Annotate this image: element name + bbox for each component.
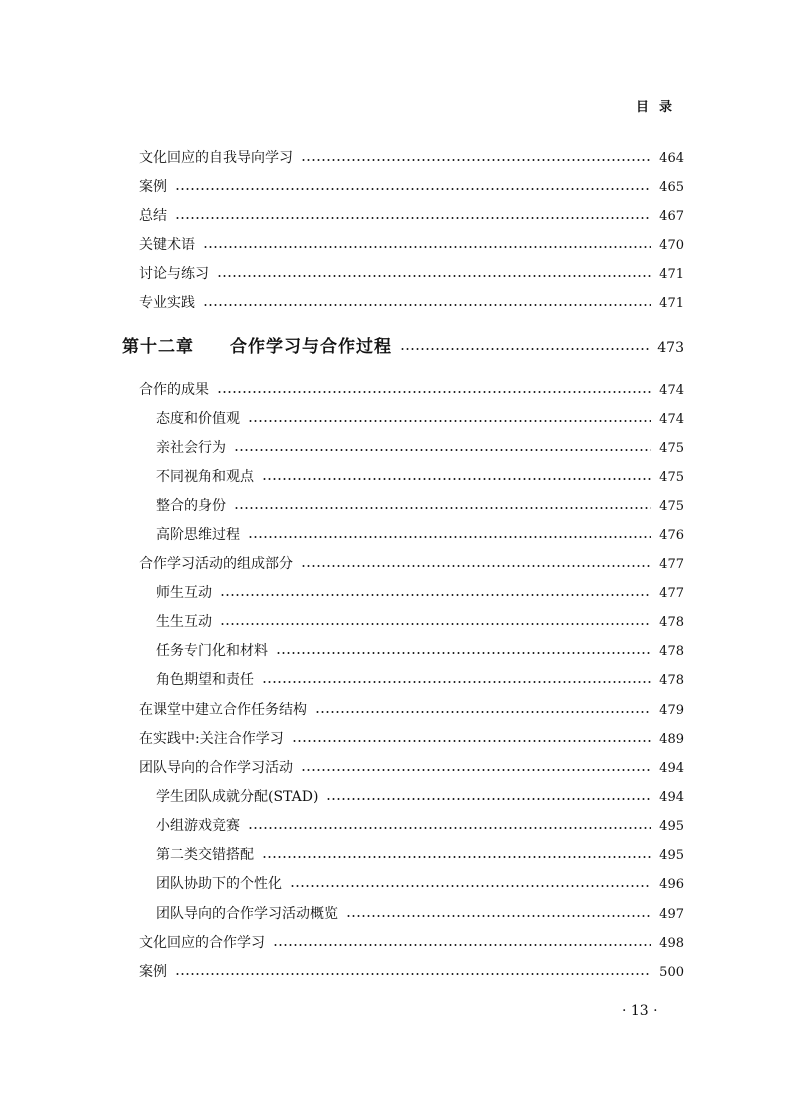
toc-subentry[interactable] [156, 466, 684, 488]
leader-dots [292, 740, 651, 742]
toc-entry-label: 高阶思维过程 [156, 527, 240, 543]
toc-entry-page: 489 [659, 732, 684, 747]
toc-entry-label: 在课堂中建立合作任务结构 [139, 702, 307, 718]
running-header: 目录 [635, 100, 682, 115]
toc-entry-page: 500 [659, 965, 684, 980]
leader-dots [220, 623, 651, 625]
toc-entry-page: 478 [659, 673, 684, 688]
toc-subentry[interactable] [156, 524, 684, 546]
toc-entry-page: 476 [659, 528, 684, 543]
toc-entry-page: 496 [659, 877, 684, 892]
leader-dots [400, 348, 649, 350]
toc-subentry[interactable] [156, 611, 684, 633]
toc-subentry[interactable] [156, 669, 684, 691]
toc-entry-page: 494 [659, 761, 684, 776]
leader-dots [276, 652, 651, 654]
toc-entry-label: 任务专门化和材料 [156, 643, 268, 659]
toc-entry-label: 不同视角和观点 [156, 469, 254, 485]
toc-subentry[interactable] [156, 408, 684, 430]
toc-entry-label: 学生团队成就分配(STAD) [156, 789, 319, 805]
toc-entry[interactable] [139, 176, 684, 198]
toc-entry-label: 合作学习活动的组成部分 [139, 556, 293, 572]
leader-dots [220, 594, 651, 596]
leader-dots [248, 827, 651, 829]
toc-entry[interactable] [139, 961, 684, 983]
toc-entry-page: 475 [659, 441, 684, 456]
leader-dots [175, 973, 651, 975]
toc-entry[interactable] [139, 205, 684, 227]
leader-dots [301, 769, 651, 771]
toc-subentry[interactable] [156, 903, 684, 925]
toc-entry-page: 470 [659, 238, 684, 253]
toc-entry-label: 团队协助下的个性化 [156, 876, 282, 892]
toc-entry[interactable] [139, 263, 684, 285]
toc-subentry[interactable] [156, 815, 684, 837]
leader-dots [234, 507, 651, 509]
leader-dots [262, 856, 651, 858]
chapter-title: 合作学习与合作过程 [230, 337, 392, 357]
leader-dots [203, 304, 651, 306]
toc-entry-label: 亲社会行为 [156, 440, 226, 456]
toc-entry-label: 师生互动 [156, 585, 212, 601]
toc-entry[interactable] [139, 699, 684, 721]
toc-entry-page: 471 [659, 296, 684, 311]
toc-subentry[interactable] [156, 640, 684, 662]
toc-entry-page: 464 [659, 151, 684, 166]
toc-entry-page: 494 [659, 790, 684, 805]
toc-entry-page: 474 [659, 383, 684, 398]
toc-entry-label: 整合的身份 [156, 498, 226, 514]
toc-subentry[interactable] [156, 437, 684, 459]
toc-entry-label: 关键术语 [139, 237, 195, 253]
toc-entry[interactable] [139, 728, 684, 750]
toc-entry-label: 角色期望和责任 [156, 672, 254, 688]
toc-entry-page: 465 [659, 180, 684, 195]
toc-entry-label: 第二类交错搭配 [156, 847, 254, 863]
page-number: · 13 · [622, 1003, 658, 1019]
leader-dots [175, 217, 651, 219]
toc-entry-label: 案例 [139, 964, 167, 980]
toc-subentry[interactable] [156, 786, 684, 808]
toc-entry-page: 474 [659, 412, 684, 427]
leader-dots [301, 159, 651, 161]
leader-dots [248, 420, 651, 422]
chapter-page: 473 [657, 340, 684, 356]
leader-dots [346, 915, 651, 917]
leader-dots [290, 885, 651, 887]
toc-entry-page: 495 [659, 848, 684, 863]
leader-dots [262, 681, 651, 683]
toc-entry-page: 475 [659, 470, 684, 485]
toc-entry[interactable] [139, 553, 684, 575]
toc-entry-label: 专业实践 [139, 295, 195, 311]
chapter-label [122, 336, 392, 358]
leader-dots [301, 565, 651, 567]
toc-subentry[interactable] [156, 844, 684, 866]
leader-dots [217, 391, 651, 393]
toc-entry[interactable] [139, 757, 684, 779]
toc-entry-page: 497 [659, 907, 684, 922]
leader-dots [315, 711, 651, 713]
toc-entry-label: 合作的成果 [139, 382, 209, 398]
toc-entry-label: 生生互动 [156, 614, 212, 630]
toc-entry-page: 477 [659, 557, 684, 572]
toc-subentry[interactable] [156, 582, 684, 604]
toc-entry-page: 475 [659, 499, 684, 514]
toc-entry[interactable] [139, 379, 684, 401]
toc-entry-label: 文化回应的自我导向学习 [139, 150, 293, 166]
leader-dots [217, 275, 651, 277]
leader-dots [234, 449, 651, 451]
toc-entry-label: 总结 [139, 208, 167, 224]
toc-entry-label: 态度和价值观 [156, 411, 240, 427]
toc-entry-page: 478 [659, 644, 684, 659]
toc-entry-label: 团队导向的合作学习活动概览 [156, 906, 338, 922]
chapter-entry[interactable] [122, 336, 684, 358]
toc-entry[interactable] [139, 932, 684, 954]
toc-entry-page: 477 [659, 586, 684, 601]
toc-entry-page: 495 [659, 819, 684, 834]
toc-entry[interactable] [139, 147, 684, 169]
toc-entry-page: 471 [659, 267, 684, 282]
toc-entry-label: 讨论与练习 [139, 266, 209, 282]
toc-entry-label: 团队导向的合作学习活动 [139, 760, 293, 776]
toc-entry[interactable] [139, 292, 684, 314]
toc-entry-page: 467 [659, 209, 684, 224]
leader-dots [326, 798, 651, 800]
toc-entry[interactable] [139, 234, 684, 256]
toc-entry-label: 在实践中:关注合作学习 [139, 731, 284, 747]
toc-entry-label: 小组游戏竞赛 [156, 818, 240, 834]
leader-dots [175, 188, 651, 190]
toc-entry-label: 案例 [139, 179, 167, 195]
toc-entry-label: 文化回应的合作学习 [139, 935, 265, 951]
toc-subentry[interactable] [156, 495, 684, 517]
toc-entry-page: 498 [659, 936, 684, 951]
leader-dots [262, 478, 651, 480]
toc-entry-page: 478 [659, 615, 684, 630]
chapter-number: 第十二章 [122, 337, 194, 357]
leader-dots [203, 246, 651, 248]
leader-dots [273, 944, 651, 946]
toc-entry-page: 479 [659, 703, 684, 718]
toc-subentry[interactable] [156, 873, 684, 895]
leader-dots [248, 536, 651, 538]
